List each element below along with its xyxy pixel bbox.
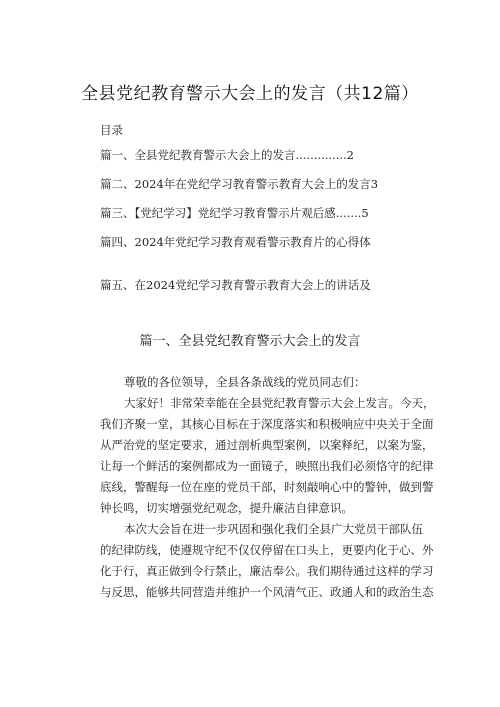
- toc-item-3[interactable]: 篇三、【党纪学习】党纪学习教育警示片观后感.......5: [100, 206, 369, 220]
- toc-item-1[interactable]: 篇一、全县党纪教育警示大会上的发言..............2: [100, 148, 354, 162]
- toc-heading: 目录: [100, 123, 123, 137]
- section-title: 篇一、全县党纪教育警示大会上的发言: [139, 334, 361, 349]
- table-of-contents: [100, 148, 420, 292]
- paragraph-1: [100, 393, 445, 519]
- paragraph-2: [100, 519, 445, 603]
- document-title: 全县党纪教育警示大会上的发言（共12篇）: [81, 84, 419, 104]
- paragraph-1-line: 从严治党的坚定要求，通过剖析典型案例，以案释纪，以案为鉴，: [100, 438, 434, 452]
- toc-item-5[interactable]: 篇五、在2024党纪学习教育警示教育大会上的讲话及: [100, 278, 371, 292]
- paragraph-2-line: 化于行，真正做到令行禁止，廉洁奉公。我们期待通过这样的学习: [100, 564, 434, 578]
- paragraph-1-line: 我们齐聚一堂，其核心目标在于深度落实和积极响应中央关于全面: [100, 417, 434, 431]
- toc-item-2[interactable]: 篇二、2024年在党纪学习教育警示教育大会上的发言3: [100, 177, 379, 191]
- salutation: 尊敬的各位领导，全县各条战线的党员同志们：: [124, 375, 366, 389]
- paragraph-1-line: 钟长鸣，切实增强党纪观念，提升廉洁自律意识。: [100, 501, 353, 515]
- paragraph-2-line: 本次大会旨在进一步巩固和强化我们全县广大党员干部队伍: [124, 522, 423, 536]
- toc-item-4[interactable]: 篇四、2024年党纪学习教育观看警示教育片的心得体: [100, 235, 371, 249]
- paragraph-1-line: 底线，警醒每一位在座的党员干部，时刻敲响心中的警钟，做到警: [100, 480, 434, 494]
- paragraph-1-line: 让每一个鲜活的案例都成为一面镜子，映照出我们必须恪守的纪律: [100, 459, 434, 473]
- body-text: [100, 372, 445, 603]
- paragraph-2-line: 与反思，能够共同营造并维护一个风清气正、政通人和的政治生态: [100, 585, 434, 599]
- paragraph-1-line: 大家好！非常荣幸能在全县党纪教育警示大会上发言。今天，: [124, 396, 435, 410]
- paragraph-2-line: 的纪律防线，使遵规守纪不仅仅停留在口头上，更要内化于心、外: [100, 543, 434, 557]
